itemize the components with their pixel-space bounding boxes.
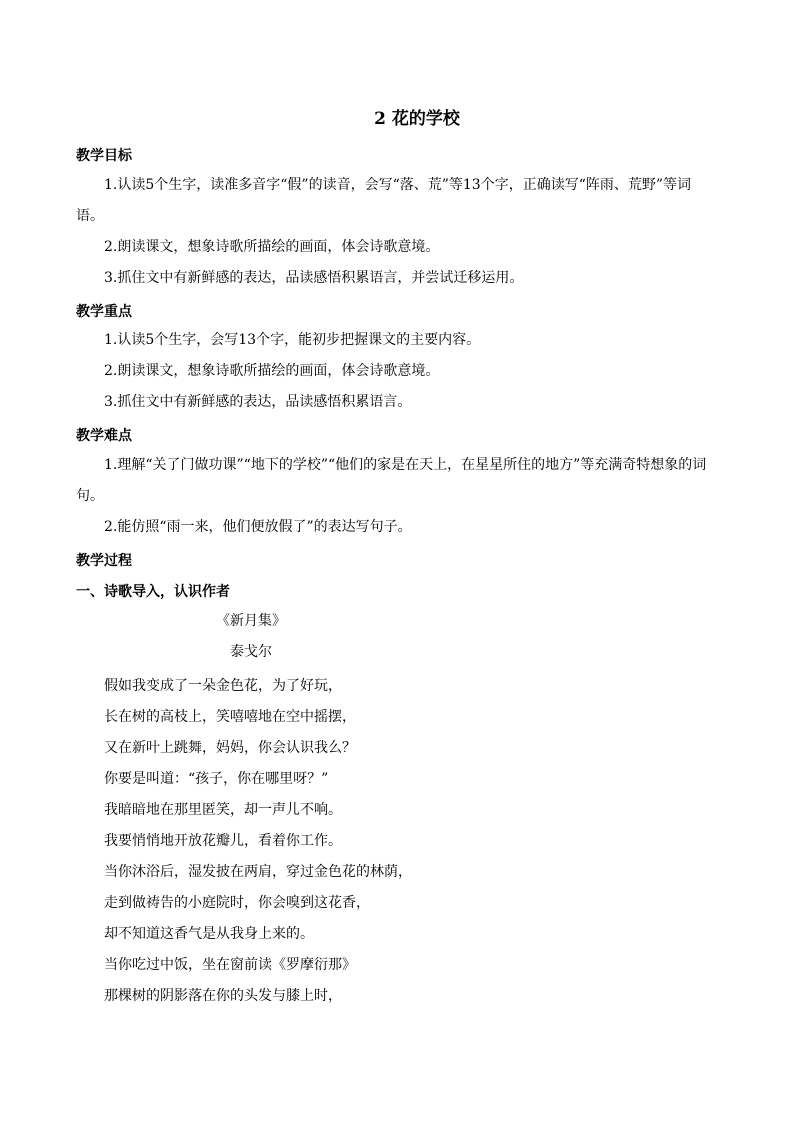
poem-line: 你要是叫道：“孩子，你在哪里呀？” xyxy=(104,771,329,787)
process-step-1: 一、诗歌导入，认识作者 xyxy=(76,584,230,600)
key-point-item-3: 3.抓住文中有新鲜感的表达，品读感悟积累语言。 xyxy=(104,394,412,410)
key-point-item-2: 2.朗读课文，想象诗歌所描绘的画面，体会诗歌意境。 xyxy=(104,363,440,379)
goal-item-2: 2.朗读课文，想象诗歌所描绘的画面，体会诗歌意境。 xyxy=(104,239,440,255)
difficulty-item-2: 2.能仿照“雨一来，他们便放假了”的表达写句子。 xyxy=(104,519,412,535)
poem-author: 泰戈尔 xyxy=(230,644,272,660)
poem-book-title: 《新月集》 xyxy=(216,613,286,629)
poem-line: 长在树的高枝上，笑嘻嘻地在空中摇摆， xyxy=(104,709,356,725)
difficulty-item-1: 1.理解“关了门做功课”“地下的学校”“他们的家是在天上，在星星所住的地方”等充满奇特想象的词句。 xyxy=(76,457,707,504)
goal-item-3: 3.抓住文中有新鲜感的表达，品读感悟积累语言，并尝试迁移运用。 xyxy=(104,270,524,286)
poem-line: 那棵树的阴影落在你的头发与膝上时， xyxy=(104,988,342,1004)
poem-line: 我暗暗地在那里匿笑，却一声儿不响。 xyxy=(104,802,342,818)
page-title: 2 花的学校 xyxy=(374,109,460,129)
heading-process: 教学过程 xyxy=(76,553,132,569)
poem-line: 当你沐浴后，湿发披在两肩，穿过金色花的林荫， xyxy=(104,864,412,880)
poem-line: 又在新叶上跳舞，妈妈，你会认识我么？ xyxy=(104,740,356,756)
poem-line: 我要悄悄地开放花瓣儿，看着你工作。 xyxy=(104,833,342,849)
poem-line: 假如我变成了一朵金色花，为了好玩， xyxy=(104,678,342,694)
goal-item-1: 1.认读5个生字，读准多音字“假”的读音，会写“落、荒”等13个字，正确读写“阵雨、荒野”等词语。 xyxy=(76,177,692,224)
poem-line: 走到做祷告的小庭院时，你会嗅到这花香， xyxy=(104,895,370,911)
heading-key-points: 教学重点 xyxy=(76,304,132,320)
poem-line: 却不知道这香气是从我身上来的。 xyxy=(104,926,314,942)
heading-difficulties: 教学难点 xyxy=(76,428,132,444)
heading-goals: 教学目标 xyxy=(76,148,132,164)
key-point-item-1: 1.认读5个生字，会写13个字，能初步把握课文的主要内容。 xyxy=(104,332,481,348)
poem-line: 当你吃过中饭，坐在窗前读《罗摩衍那》 xyxy=(104,957,356,973)
